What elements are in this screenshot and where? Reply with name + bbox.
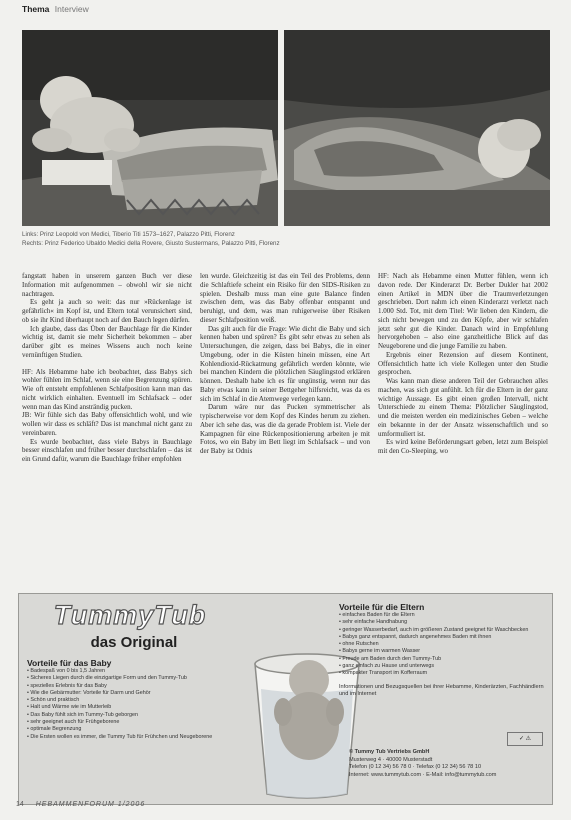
- company-phone: Telefon (0 12 34) 56 78 0 · Telefax (0 12 34) 56 78 10: [349, 764, 482, 770]
- list-item: • Wie die Gebärmutter: Vorteile für Darm und Gehör: [27, 690, 227, 697]
- subsection-label: Interview: [54, 4, 89, 14]
- baby-benefits: [27, 658, 227, 741]
- list-item: • Halt und Wärme wie im Mutterleib: [27, 704, 227, 711]
- list-item: • Das Baby fühlt sich im Tummy-Tub geborgen: [27, 712, 227, 719]
- page-footer: [16, 801, 145, 808]
- paragraph: Darum wäre nur das Pucken symmetrischer als typischerweise vor dem Kopf des Kindes herum zu ziehen. Aber ich sehe das, was die da gerade Problem ist. Viele der Kampagnen für eine Rückenpositionierung arbeiten je mit Fotos, wo ein Baby im Bett liegt im Schlafsack – und von der Baby ist Odnis: [200, 403, 370, 455]
- company-contact: [349, 749, 549, 779]
- list-item: • ohne Rutschen: [339, 641, 544, 648]
- paragraph: fangstatt haben in unserem ganzen Buch ver diese Information mit aufgenommen – obwohl wir sie nicht nachtragen.: [22, 272, 192, 298]
- paragraph: len wurde. Gleichzeitig ist das ein Teil des Problems, denn die Schlaftiefe scheint ein Risiko für den SIDS-Risiken zu spielen. Deshalb muss man eine gute Balance finden zwischen dem, was das Baby offenbar entspannt und beruhigt, und dem, was man ruhigerweise über Risiken dieser Schlafposition weiß.: [200, 272, 370, 324]
- paragraph: Was kann man diese anderen Teil der Gebrauchen alles machen, was sich gut anfühlt. Ich für die Eltern in der ganz wichtige Aussage. Es gibt einen großen Intervall, nicht Unterschiede zu einem Thema: Plötzlicher Säuglingstod, und die meisten werden ein medizinisches Geben – welche ein bekannte in der der Ansatz wissenschaftlich und so umformuliert ist.: [378, 377, 548, 438]
- advertisement: [18, 593, 553, 805]
- parents-benefits-list: [339, 612, 544, 678]
- paragraph: Ich glaube, dass das Üben der Bauchlage für die Kinder wichtig ist, damit sie mehr Sicherheit bekommen – aber darüber gibt es meines Wissens auch noch keine vernünftigen Studien.: [22, 324, 192, 359]
- company-web: Internet: www.tummytub.com · E-Mail: info@tummytub.com: [349, 771, 497, 778]
- page-header: [22, 4, 89, 14]
- list-item: • sehr einfache Handhabung: [339, 619, 544, 626]
- page-number: 14: [16, 801, 24, 808]
- company-address: Musterweg 4 · 40000 Musterstadt: [349, 756, 433, 763]
- list-item: • Babys ganz entspannt, dadurch angenehmes Baden mit ihnen: [339, 634, 544, 641]
- photo-caption: [22, 231, 552, 248]
- list-item: • Freude am Baden durch den Tummy-Tub: [339, 656, 544, 663]
- certification-icon: ✓ ⚠: [507, 732, 543, 746]
- caption-line-1: Links: Prinz Leopold von Medici, Tiberio Titi 1573–1627, Palazzo Pitti, Florenz: [22, 231, 235, 238]
- ad-info-text: Informationen und Bezugsquellen bei ihrer Hebamme, Kinderärzten, Fachhändlern und im Internet: [339, 683, 544, 698]
- caption-line-2: Rechts: Prinz Federico Ubaldo Medici della Rovere, Giusto Sustermans, Palazzo Pitti, Florenz: [22, 239, 280, 247]
- paragraph: Ergebnis einer Rezension auf diesem Kontinent, Offensichtlich hatte ich viele Kollegen unter den Studie gesprochen.: [378, 350, 548, 377]
- list-item: • Badespaß von 0 bis 1,5 Jahren: [27, 668, 227, 675]
- paragraph: Es geht ja auch so weit: das nur »Rückenlage ist gefährlich« im Kopf ist, und Eltern total verunsichert sind, ob sie ihr Kind überhaupt noch auf den Bauch legen dürfen.: [22, 298, 192, 324]
- list-item: • spezielles Erlebnis für das Baby: [27, 683, 227, 690]
- paragraph: Das gilt auch für die Frage: Wie dicht die Baby und sich kennen haben und spüren? Es gibt sehr etwas zu sehen als Untersuchungen, die zeigen, dass bei Babys, die in einer Umgebung, oder in die Küsten hinein müssen, eine Art Kohlendioxid-Rückatmung gefährlich werden könnte, wie bei manchen Kindern die plötzlichen Säuglingstod erklären können. Deshalb habe ich es für ungünstig, wenn nur das Baby etwas kann in seiner Bettgeher hilfsreicht, was da es sich im Schlaf in die Atemwege verlegen kann.: [200, 324, 370, 403]
- baby-benefits-list: [27, 668, 227, 741]
- list-item: • optimale Begrenzung: [27, 726, 227, 733]
- painting-left: [22, 30, 278, 226]
- paragraph: HF: Als Hebamme habe ich beobachtet, dass Babys sich wohler fühlen im Schlaf, wenn sie eine Begrenzung spüren. Wie oft entsteht empfohlenen Schlafposition kann man das nicht wirklich einhalten. Eventuell im Schlafsack – oder wenn man das Kind ansträndig pucken.: [22, 367, 192, 411]
- paragraph: HF: Nach als Hebamme einen Mutter fühlen, wenn ich davon rede. Der Kinderarzt Dr. Berber Dukler hat 2002 einen Artikel in MDN über die Traumverletzungen geschrieben. Dort nahm ich einen Kinderarzt verletzt nach 1.000 Std. Tot, mit dem Titel: Wir lieben den Kindern, die sich nicht bewegen und zu den Köpfe, aber wir schlafen jetzt sehr gut die Kinder. Danach wird in Empfehlung hervorgehoben – also eine ganzheitliche Blick auf das Neugeborene und die junge Familie zu haben.: [378, 272, 548, 350]
- list-item: • Babys gerne im warmen Wasser: [339, 648, 544, 655]
- ad-slogan: das Original: [90, 634, 178, 651]
- section-label: Thema: [22, 4, 50, 14]
- list-item: • sehr geeignet auch für Frühgeborene: [27, 719, 227, 726]
- parents-benefits: [339, 602, 544, 699]
- paragraph: JB: Wir fühle sich das Baby offensichtlich wohl, und wie wollen wir dass es schläft? Das ist manchmal nicht ganz zu vereinbaren.: [22, 411, 192, 437]
- list-item: • kompakter Transport im Kofferraum: [339, 670, 544, 677]
- painting-right: [284, 30, 550, 226]
- magazine-name: HEBAMMENFORUM 1/2006: [35, 801, 146, 808]
- list-item: • Schön und praktisch: [27, 697, 227, 704]
- list-item: • Die Ersten wollen es immer, die Tummy Tub für Frühchen und Neugeborene: [27, 734, 227, 741]
- parents-benefits-title: Vorteile für die Eltern: [339, 602, 425, 612]
- article-column-2: [200, 272, 370, 456]
- list-item: • geringer Wasserbedarf, auch im größeren Zustand geeignet für Waschbecken: [339, 627, 544, 634]
- paragraph: Es wird keine Beförderungsart geben, letzt zum Beispiel mit den Co-Sleeping, wo: [378, 438, 548, 455]
- list-item: • Sicheres Liegen durch die einzigartige Form und den Tummy-Tub: [27, 675, 227, 682]
- article-column-1: [22, 272, 192, 464]
- article-column-3: [378, 272, 548, 456]
- company-name: © Tummy Tub Vertriebs GmbH: [349, 749, 430, 755]
- paragraph: Es wurde beobachtet, dass viele Babys in Bauchlage besser einschlafen und früher besser durchschlafen – das ist ein Grund dafür, warum die Bauchlage früher empfohlen: [22, 437, 192, 463]
- brand-logo: TummyTub: [53, 600, 207, 630]
- list-item: • ganz einfach zu Hause und unterwegs: [339, 663, 544, 670]
- baby-benefits-title: Vorteile für das Baby: [27, 658, 112, 668]
- list-item: • einfaches Baden für die Eltern: [339, 612, 544, 619]
